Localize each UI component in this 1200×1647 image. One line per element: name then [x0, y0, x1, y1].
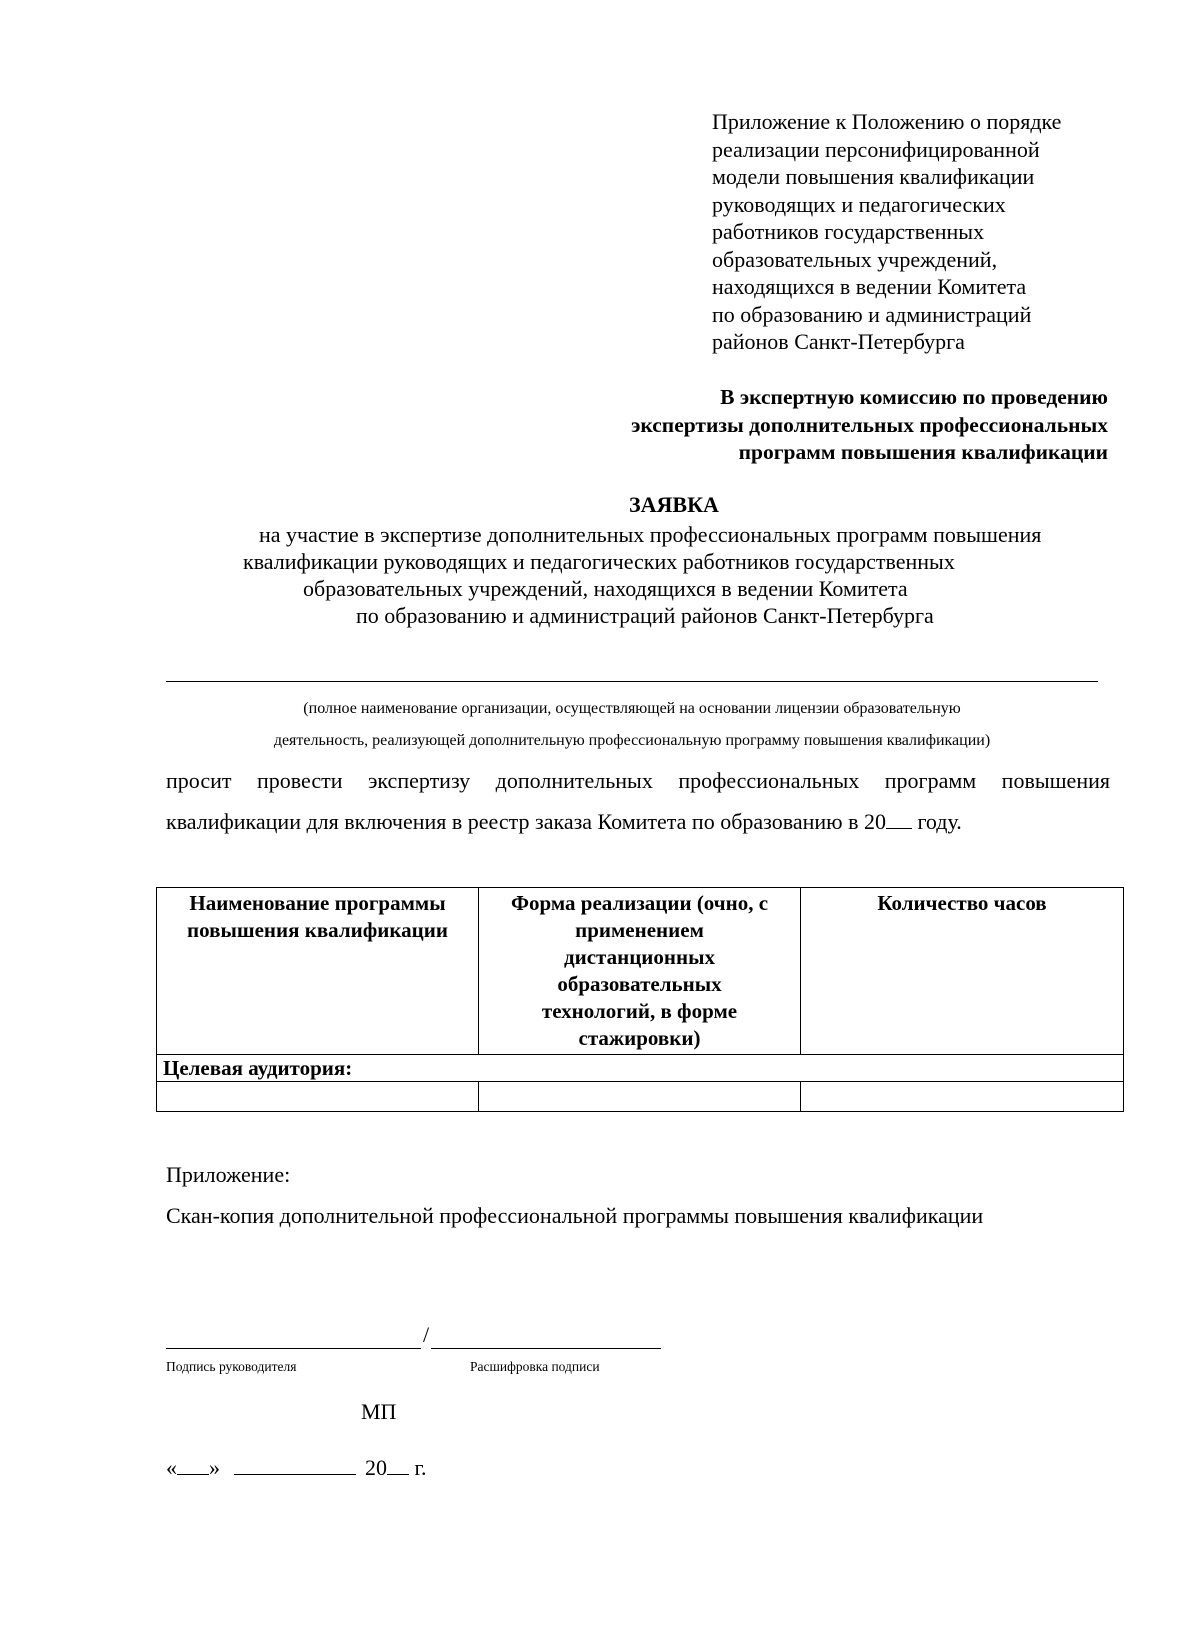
year-prefix: 20	[365, 1455, 387, 1480]
document-title: ЗАЯВКА	[629, 492, 719, 517]
organization-name-line[interactable]	[166, 681, 1098, 682]
subtitle-line: на участие в экспертизе дополнительных профессиональных программ повышения	[259, 522, 1042, 547]
request-line-suffix: году.	[911, 809, 962, 834]
appendix-line: руководящих и педагогических	[712, 191, 1006, 217]
table-header-row	[157, 888, 1124, 1055]
appendix-line: районов Санкт-Петербурга	[712, 329, 965, 354]
appendix-line: модели повышения квалификации	[712, 164, 1035, 189]
addressee-line: В экспертную комиссию по проведению	[720, 385, 1108, 409]
request-line: просит провести экспертизу дополнительных профессиональных программ повышения	[166, 768, 1110, 793]
request-line	[166, 806, 1110, 838]
table-cell-implementation-form[interactable]	[479, 1082, 801, 1112]
header-implementation-form: Форма реализации (очно, с применением дистанционных образовательных технологий, в форме стажировки)	[479, 888, 801, 1055]
date-line	[166, 1454, 427, 1481]
target-audience-label: Целевая аудитория:	[157, 1055, 1124, 1082]
signature-caption: Подпись руководителя	[166, 1359, 297, 1374]
signature-decode-line[interactable]	[431, 1348, 661, 1349]
subtitle-line: квалификации руководящих и педагогических работников государственных	[243, 549, 955, 574]
signature-decode-caption: Расшифровка подписи	[470, 1359, 600, 1374]
table-row	[157, 1082, 1124, 1112]
appendix-line: находящихся в ведении Комитета	[712, 274, 1027, 299]
subtitle-line: образовательных учреждений, находящихся в ведении Комитета	[303, 576, 908, 601]
table-cell-hours[interactable]	[801, 1082, 1124, 1112]
request-line-text: квалификации для включения в реестр заказа Комитета по образованию в 20	[166, 809, 886, 834]
attachment-item: Скан-копия дополнительной профессиональной программы повышения квалификации	[166, 1203, 984, 1228]
appendix-line: образовательных учреждений,	[712, 246, 998, 272]
header-program-name: Наименование программы повышения квалификации	[157, 888, 479, 1055]
date-open-quote: «	[166, 1455, 177, 1480]
month-blank[interactable]	[234, 1454, 356, 1475]
addressee-line: программ повышения квалификации	[738, 440, 1108, 464]
stamp-placeholder: МП	[361, 1399, 397, 1424]
year-suffix: г.	[409, 1455, 427, 1480]
header-hours: Количество часов	[801, 888, 1124, 1055]
addressee-line: экспертизы дополнительных профессиональных	[631, 412, 1108, 437]
organization-caption: деятельность, реализующей дополнительную профессиональную программу повышения квалификации)	[273, 732, 991, 749]
appendix-line: работников государственных	[712, 219, 985, 244]
year-blank[interactable]	[387, 1454, 409, 1475]
signature-separator: /	[423, 1322, 430, 1347]
year-blank[interactable]	[886, 808, 912, 829]
programs-table	[156, 887, 1124, 1112]
day-blank[interactable]	[177, 1454, 209, 1475]
appendix-line: по образованию и администраций	[712, 301, 1032, 327]
appendix-line: Приложение к Положению о порядке	[712, 109, 1062, 134]
attachment-label: Приложение:	[166, 1162, 291, 1187]
organization-caption: (полное наименование организации, осуществляющей на основании лицензии образовательную	[303, 700, 961, 717]
date-close-quote: »	[209, 1455, 220, 1480]
addressee	[520, 384, 1108, 467]
appendix-line: реализации персонифицированной	[712, 136, 1040, 162]
table-row	[157, 1055, 1124, 1082]
subtitle-line: по образованию и администраций районов Санкт-Петербурга	[356, 603, 934, 628]
appendix-reference	[712, 108, 1132, 356]
request-text	[166, 765, 1110, 838]
table-cell-program-name[interactable]	[157, 1082, 479, 1112]
signature-line[interactable]	[166, 1348, 421, 1349]
